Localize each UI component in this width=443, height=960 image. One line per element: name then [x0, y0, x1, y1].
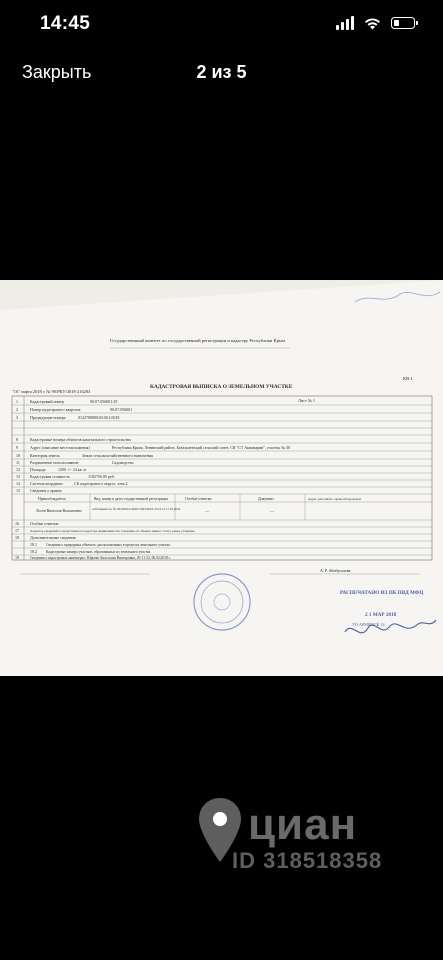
table-row: Адрес (описание местоположения) — [30, 445, 90, 450]
doc-signatory: А. Р. Абибуллаева — [320, 568, 351, 573]
table-row: Система координат — [30, 481, 63, 486]
table-row: 10 — [16, 453, 20, 458]
table-row: Особые отметки: — [30, 521, 60, 526]
document-photo[interactable] — [0, 280, 443, 676]
table-row: 3 — [16, 415, 18, 420]
table-row: 11 — [16, 460, 20, 465]
table-row: 90:07:056001 — [110, 407, 133, 412]
status-time: 14:45 — [40, 13, 91, 34]
cadastral-document — [0, 280, 443, 676]
table-row: Характер сведений государственного кадастра недвижимости: Сведения об объекте имеют статус ранее учтенные — [30, 529, 195, 533]
cellular-signal-icon — [336, 16, 354, 30]
table-row: 9 — [16, 445, 18, 450]
table-row: 12 — [16, 467, 20, 472]
doc-title: КАДАСТРОВАЯ ВЫПИСКА О ЗЕМЕЛЬНОМ УЧАСТКЕ — [150, 384, 293, 390]
rights-cell: собственность, № 90-90/016-90/017/003/2016-372/2 от 17.10.2016 — [92, 507, 181, 511]
rights-header: Особые отметки — [185, 497, 212, 501]
stamp-place: УО АРМЯНСК 14 — [352, 622, 385, 627]
rights-header: Адрес для связи с правообладателем — [308, 497, 361, 501]
stamp-date: 2 1 МАР 2018 — [365, 612, 397, 618]
rights-cell: Лосев Вячеслав Васильевич — [36, 509, 82, 513]
table-row: Кадастровая стоимость — [30, 474, 70, 479]
table-row: 18.1 — [30, 542, 37, 547]
rights-header: Вид, номер и дата государственной регистрации — [94, 497, 169, 501]
table-row: Разрешенное использование — [30, 460, 79, 465]
rights-cell: — — [205, 508, 209, 513]
table-row: Категория земель — [30, 453, 60, 458]
watermark-brand: циан — [248, 800, 358, 849]
table-row: 14 — [16, 481, 20, 486]
close-button[interactable]: Закрыть — [22, 62, 92, 82]
table-row: 17 — [15, 528, 19, 533]
table-row: 1182756.00 руб. — [88, 474, 115, 479]
table-row: Земли сельскохозяйственного назначения — [82, 453, 153, 458]
table-row: Кадастровые номера объектов капитального строительства — [30, 437, 131, 442]
table-row: 1 — [16, 399, 18, 404]
doc-footer-rows — [12, 521, 432, 561]
status-bar — [0, 0, 443, 50]
table-row: 90:07:056001:29 — [90, 399, 118, 404]
rights-cell: — — [270, 508, 274, 513]
table-row: Кадастровый номер — [30, 399, 64, 404]
stamp-text: РАСПЕЧАТАНО ИЗ ПК ПВД МФЦ — [340, 590, 424, 596]
table-row: 1200 +/- 24 кв. м — [58, 467, 87, 472]
status-icons — [336, 16, 415, 30]
battery-icon — [391, 17, 415, 29]
table-row: Республика Крым, Ленинский район, Батальненский сельский совет, СК "СТ Аквамарин", участок № 30 — [112, 445, 290, 450]
table-row: 18 — [15, 535, 19, 540]
cian-watermark — [190, 800, 430, 880]
table-row: Сведения о кадастровых инженерах: Юрьева Анастасия Викторовна, 29-11-23, 06.02.2018 г. — [30, 556, 171, 560]
wifi-icon — [364, 17, 381, 30]
table-row: Предыдущие номера — [30, 415, 66, 420]
table-row: 0122780800:03:001:0019 — [78, 415, 120, 420]
table-row: 16 — [15, 521, 19, 526]
table-row: 19 — [15, 555, 19, 560]
rights-header: Правообладатель — [38, 497, 66, 501]
rights-header: Документ — [258, 497, 274, 501]
table-row: Кадастровые номера участков, образованных из земельного участка — [46, 550, 151, 554]
table-row: Площадь — [30, 467, 46, 472]
table-row: Садоводство — [112, 460, 134, 465]
table-row: 13 — [16, 474, 20, 479]
viewer-nav-bar — [0, 50, 443, 94]
table-row: Сведения о правах — [30, 488, 62, 493]
doc-date: "16" марта 2018 г. № 90/РКУ/2018-216283 — [12, 389, 91, 394]
doc-form-code: КВ.1 — [403, 376, 413, 381]
doc-header-line: Государственный комитет по государственной регистрации и кадастру Республики Крым — [110, 338, 285, 343]
table-row: Дополнительные сведения: — [30, 535, 77, 540]
page-counter: 2 из 5 — [196, 62, 247, 82]
table-row: 8 — [16, 437, 18, 442]
table-row: 18.2 — [30, 549, 37, 554]
table-row: Сведения о природных объектах, расположенных в пределах земельного участка — [46, 543, 170, 547]
doc-sheet-info: Лист № 1 — [298, 398, 315, 403]
table-row: 15 — [16, 488, 20, 493]
table-row: СК кадастрового округа, зона 2 — [74, 481, 128, 486]
watermark-id: ID 318518358 — [232, 848, 383, 873]
battery-level — [394, 20, 399, 26]
table-row: 2 — [16, 407, 18, 412]
table-row: Номер кадастрового квартала — [30, 407, 81, 412]
